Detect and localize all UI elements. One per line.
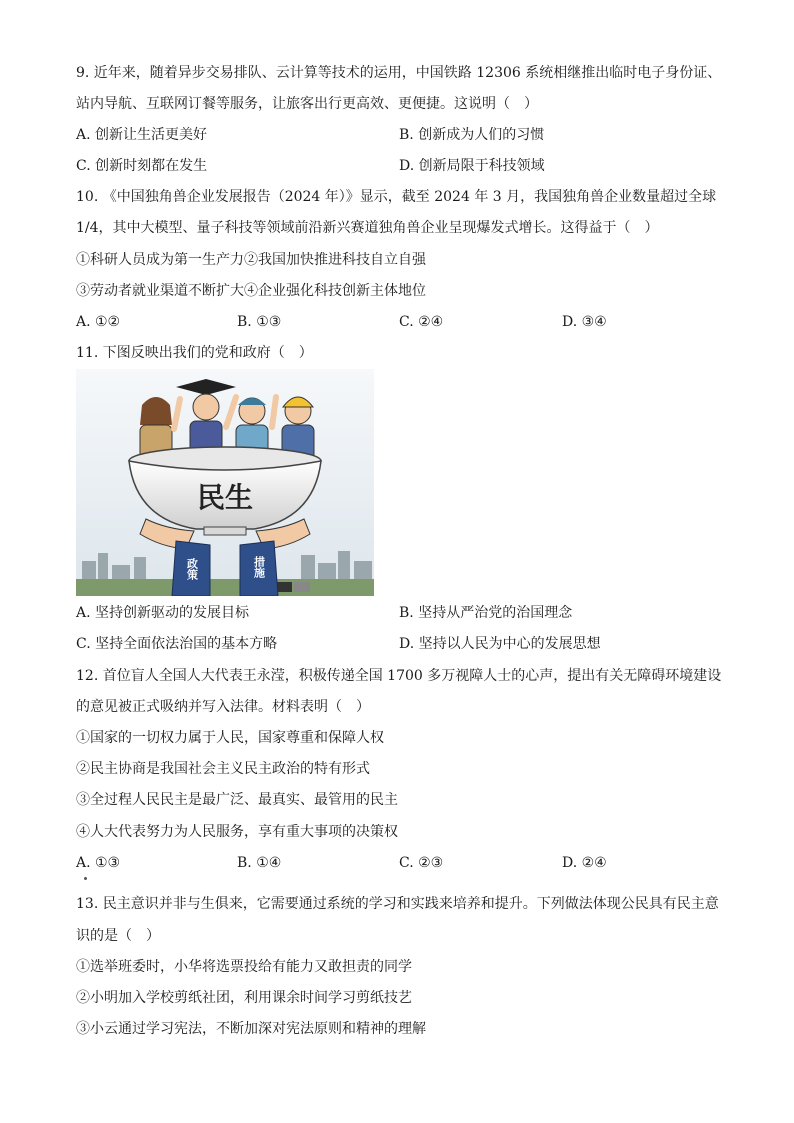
q10-option-d: D. ③④ <box>562 314 607 330</box>
q10-statement-2: ③劳动者就业渠道不断扩大④企业强化科技创新主体地位 <box>76 283 426 299</box>
q10-option-b: B. ①③ <box>237 314 282 330</box>
q12-option-b: B. ①④ <box>237 855 282 871</box>
q10-stem-line2: 1/4，其中大模型、量子科技等领域前沿新兴赛道独角兽企业呈现爆发式增长。这得益于（ ） <box>76 220 659 236</box>
q12-statement-3: ③全过程人民民主是最广泛、最真实、最管用的民主 <box>76 792 398 808</box>
watermark-block <box>276 582 292 592</box>
q13-statement-2: ②小明加入学校剪纸社团，利用课余时间学习剪纸技艺 <box>76 990 412 1006</box>
q11-option-a: A. 坚持创新驱动的发展目标 <box>76 605 250 621</box>
q10-option-a: A. ①② <box>76 314 121 330</box>
q13-statement-3: ③小云通过学习宪法，不断加深对宪法原则和精神的理解 <box>76 1021 426 1037</box>
bowl-text: 民生 <box>196 481 254 514</box>
q12-option-c: C. ②③ <box>399 855 444 871</box>
q10-option-c: C. ②④ <box>399 314 444 330</box>
q10-stem-line1: 10. 《中国独角兽企业发展报告（2024 年）》显示，截至 2024 年 3 月，我国独角兽企业数量超过全球 <box>76 189 717 205</box>
q9-option-c: C. 创新时刻都在发生 <box>76 158 208 174</box>
q11-option-c: C. 坚持全面依法治国的基本方略 <box>76 636 278 652</box>
q11-illustration <box>76 369 374 596</box>
q12-option-d: D. ②④ <box>562 855 607 871</box>
q9-stem-line2: 站内导航、互联网订餐等服务，让旅客出行更高效、更便捷。这说明（ ） <box>76 96 538 112</box>
q12-stem-line2: 的意见被正式吸纳并写入法律。材料表明（ ） <box>76 699 370 715</box>
q12-statement-1: ①国家的一切权力属于人民，国家尊重和保障人权 <box>76 730 384 746</box>
green-ground <box>76 579 374 596</box>
q11-option-d: D. 坚持以人民为中心的发展思想 <box>399 636 601 652</box>
q9-stem-line1: 9. 近年来，随着异步交易排队、云计算等技术的运用，中国铁路 12306 系统相继推出临时电子身份证、 <box>76 65 722 81</box>
right-sleeve-text: 措施 <box>252 556 266 578</box>
watermark-block-2 <box>294 582 310 592</box>
q10-statement-1: ①科研人员成为第一生产力②我国加快推进科技自立自强 <box>76 252 426 268</box>
q9-option-b: B. 创新成为人们的习惯 <box>399 127 545 143</box>
q11-stem: 11. 下图反映出我们的党和政府（ ） <box>76 345 313 361</box>
q13-stem-line2: 识的是（ ） <box>76 928 160 944</box>
q13-statement-1: ①选举班委时，小华将选票投给有能力又敢担责的同学 <box>76 959 412 975</box>
stray-dot <box>84 877 87 880</box>
q9-option-a: A. 创新让生活更美好 <box>76 127 208 143</box>
people-livelihood-cartoon <box>76 369 374 596</box>
q12-stem-line1: 12. 首位盲人全国人大代表王永滢，积极传递全国 1700 多万视障人士的心声，提出有关无障碍环境建设 <box>76 668 722 684</box>
q12-statement-2: ②民主协商是我国社会主义民主政治的特有形式 <box>76 761 370 777</box>
q12-option-a: A. ①③ <box>76 855 121 871</box>
q11-option-b: B. 坚持从严治党的治国理念 <box>399 605 573 621</box>
q9-option-d: D. 创新局限于科技领域 <box>399 158 545 174</box>
q13-stem-line1: 13. 民主意识并非与生俱来，它需要通过系统的学习和实践来培养和提升。下列做法体现公民具有民主意 <box>76 896 719 912</box>
left-sleeve-text: 政策 <box>185 558 199 580</box>
q12-statement-4: ④人大代表努力为人民服务，享有重大事项的决策权 <box>76 824 398 840</box>
